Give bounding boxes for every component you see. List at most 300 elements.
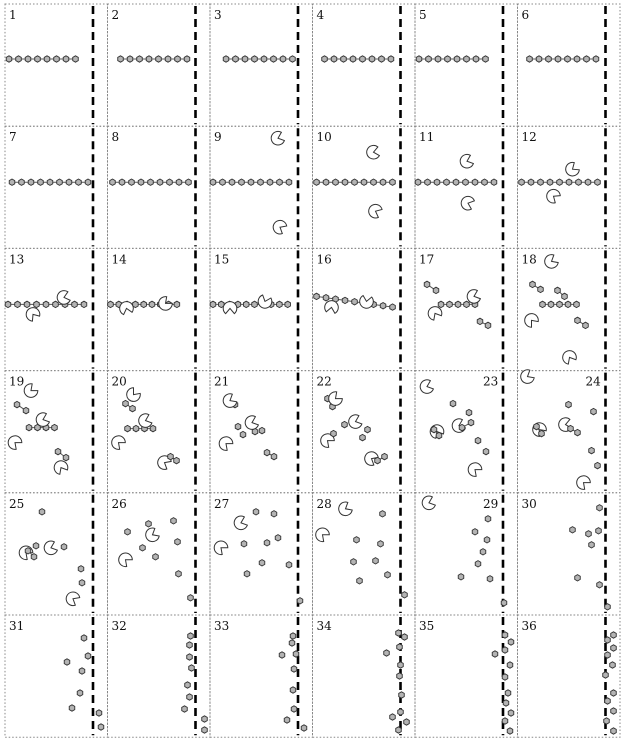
bead: [77, 690, 83, 696]
bead: [33, 543, 39, 549]
pacman-shape: [273, 220, 286, 234]
frame-29: [415, 493, 518, 615]
pacman-shape: [467, 290, 480, 304]
bead: [583, 322, 589, 328]
bead: [388, 56, 394, 62]
bead: [289, 640, 295, 646]
bead: [575, 429, 581, 435]
bead: [385, 572, 391, 578]
bead: [384, 650, 390, 656]
bead: [574, 301, 580, 307]
bead: [380, 179, 386, 185]
pacman-shape: [325, 301, 339, 314]
bead: [398, 709, 404, 715]
bead: [378, 541, 384, 547]
bead: [271, 453, 277, 459]
bead: [141, 301, 147, 307]
bead: [85, 653, 91, 659]
bead: [23, 407, 29, 413]
bead: [557, 179, 563, 185]
bead: [575, 317, 581, 323]
bead: [436, 432, 442, 438]
frame-19: [5, 371, 108, 493]
bead: [28, 179, 34, 185]
frame-number-label: 23: [483, 374, 499, 389]
frame-number-label: 15: [214, 252, 230, 267]
bead: [331, 430, 337, 436]
bead: [284, 717, 290, 723]
bead: [57, 179, 63, 185]
bead: [605, 604, 611, 610]
pacman-shape: [24, 384, 38, 398]
bead: [149, 301, 155, 307]
frame-number-label: 20: [111, 374, 127, 389]
bead: [611, 690, 617, 696]
pacman-shape: [460, 154, 473, 168]
bead: [333, 179, 339, 185]
bead: [502, 647, 508, 653]
frame-number-label: 27: [214, 496, 230, 511]
pacman-shape: [8, 436, 22, 450]
bead: [502, 718, 508, 724]
bead: [365, 426, 371, 432]
bead: [280, 56, 286, 62]
bead: [286, 562, 292, 568]
bead: [375, 457, 381, 463]
frame-18: [518, 248, 621, 370]
pacman-shape: [329, 392, 343, 406]
bead: [357, 578, 363, 584]
bead: [396, 727, 402, 733]
bead: [382, 453, 388, 459]
bead: [604, 718, 610, 724]
bead: [491, 179, 497, 185]
pacman-shape: [119, 553, 133, 567]
bead: [127, 56, 133, 62]
bead: [187, 654, 193, 660]
bead: [547, 179, 553, 185]
bead: [507, 662, 513, 668]
pacman-shape: [339, 502, 352, 516]
frame-number-label: 21: [214, 374, 230, 389]
bead: [175, 539, 181, 545]
bead: [501, 600, 507, 606]
bead: [259, 560, 265, 566]
frame-4: [313, 4, 416, 126]
bead: [589, 542, 595, 548]
frame-number-label: 32: [111, 619, 127, 633]
bead: [399, 692, 405, 698]
bead: [322, 56, 328, 62]
bead: [390, 179, 396, 185]
frame-number-label: 1: [9, 8, 17, 22]
bead: [119, 179, 125, 185]
bead: [239, 179, 245, 185]
bead: [503, 700, 509, 706]
bead: [189, 665, 195, 671]
bead: [293, 651, 299, 657]
bead: [454, 56, 460, 62]
frame-number-label: 25: [9, 496, 25, 511]
bead: [314, 179, 320, 185]
bead: [480, 549, 486, 555]
pacman-shape: [127, 388, 141, 402]
bead: [610, 662, 616, 668]
bead: [243, 301, 249, 307]
bead: [595, 462, 601, 468]
bead: [53, 301, 59, 307]
bead: [546, 56, 552, 62]
bead: [301, 725, 307, 731]
bead: [472, 179, 478, 185]
bead: [61, 544, 67, 550]
bead: [6, 56, 12, 62]
bead: [47, 179, 53, 185]
bead: [468, 419, 474, 425]
pacman-shape: [44, 541, 57, 555]
bead: [210, 179, 216, 185]
frame-number-label: 36: [521, 619, 537, 633]
bead: [133, 425, 139, 431]
bead: [508, 710, 514, 716]
bead: [79, 580, 85, 586]
bead: [259, 427, 265, 433]
bead: [202, 727, 208, 733]
bead: [519, 179, 525, 185]
bead: [527, 56, 533, 62]
frame-35: [415, 615, 518, 737]
bead: [434, 179, 440, 185]
frame-30: [518, 493, 621, 615]
bead: [244, 571, 250, 577]
bead: [187, 694, 193, 700]
bead: [168, 453, 174, 459]
bead: [185, 682, 191, 688]
bead: [475, 437, 481, 443]
bead: [118, 56, 124, 62]
bead: [277, 179, 283, 185]
bead: [54, 56, 60, 62]
frame-number-label: 33: [214, 619, 230, 633]
frame-number-label: 10: [316, 130, 332, 145]
bead: [25, 56, 31, 62]
bead: [536, 56, 542, 62]
bead: [72, 301, 78, 307]
pacman-shape: [468, 463, 482, 477]
pacman-shape: [66, 592, 79, 606]
bead: [398, 662, 404, 668]
bead: [492, 651, 498, 657]
bead: [342, 297, 348, 303]
bead: [258, 179, 264, 185]
bead: [354, 537, 360, 543]
bead: [402, 592, 408, 598]
bead: [5, 301, 11, 307]
bead: [584, 56, 590, 62]
pacman-shape: [525, 314, 539, 328]
bead: [438, 301, 444, 307]
bead: [538, 286, 544, 292]
bead: [530, 281, 536, 287]
bead: [534, 423, 540, 429]
bead: [485, 516, 491, 522]
pacman-shape: [54, 461, 68, 474]
bead: [210, 301, 216, 307]
bead: [24, 301, 30, 307]
frame-7: [5, 126, 108, 248]
pacman-shape: [112, 436, 126, 450]
bead: [150, 425, 156, 431]
bead: [81, 301, 87, 307]
pacman-shape: [369, 204, 382, 218]
bead: [323, 295, 329, 301]
bead: [171, 518, 177, 524]
bead: [233, 56, 239, 62]
bead: [125, 529, 131, 535]
pacman-shape: [563, 351, 577, 364]
frame-number-label: 22: [316, 374, 332, 389]
bead: [475, 561, 481, 567]
bead: [402, 634, 408, 640]
bead: [85, 179, 91, 185]
bead: [229, 179, 235, 185]
bead: [241, 541, 247, 547]
bead: [202, 716, 208, 722]
bead: [264, 540, 270, 546]
bead: [184, 56, 190, 62]
bead: [130, 405, 136, 411]
bead: [576, 179, 582, 185]
frame-24: [518, 370, 621, 493]
bead: [597, 582, 603, 588]
bead: [611, 708, 617, 714]
bead: [55, 448, 61, 454]
pacman-shape: [57, 291, 70, 305]
bead: [593, 56, 599, 62]
frame-number-label: 7: [9, 130, 17, 145]
bead: [16, 56, 22, 62]
bead: [176, 179, 182, 185]
frame-number-label: 24: [585, 374, 601, 389]
frame-25: [5, 493, 108, 615]
pacman-shape: [428, 307, 442, 320]
bead: [351, 559, 357, 565]
bead: [188, 595, 194, 601]
pacman-shape: [234, 516, 247, 530]
frame-number-label: 34: [316, 619, 332, 633]
bead: [453, 179, 459, 185]
bead: [252, 56, 258, 62]
frame-number-label: 4: [316, 8, 325, 22]
bead: [240, 431, 246, 437]
bead: [76, 179, 82, 185]
bead: [291, 706, 297, 712]
pacman-shape: [223, 394, 236, 408]
bead: [26, 424, 32, 430]
bead: [290, 687, 296, 693]
frame-number-label: 11: [419, 130, 435, 145]
bead: [63, 454, 69, 460]
bead: [291, 666, 297, 672]
frame-17: [415, 248, 518, 370]
bead: [548, 301, 554, 307]
bead: [297, 598, 303, 604]
bead: [483, 448, 489, 454]
frame-number-label: 26: [111, 496, 127, 511]
bead: [611, 728, 617, 734]
frame-number-label: 30: [521, 496, 537, 511]
frame-number-label: 28: [316, 496, 332, 511]
bead: [597, 505, 603, 511]
pacman-shape: [349, 415, 362, 429]
bead: [267, 179, 273, 185]
bead: [565, 56, 571, 62]
bead: [371, 179, 377, 185]
bead: [472, 529, 478, 535]
bead: [502, 632, 508, 638]
pacman-shape: [146, 528, 159, 542]
frame-number-label: 12: [521, 130, 537, 145]
bead: [445, 56, 451, 62]
bead: [66, 179, 72, 185]
bead: [285, 301, 291, 307]
bead: [505, 690, 511, 696]
bead: [361, 179, 367, 185]
bead: [380, 511, 386, 517]
bead: [595, 179, 601, 185]
bead: [176, 571, 182, 577]
bead: [140, 545, 146, 551]
frame-11: [415, 126, 518, 248]
bead: [605, 652, 611, 658]
bead: [444, 179, 450, 185]
bead: [108, 301, 114, 307]
pacman-shape: [214, 541, 228, 555]
bead: [447, 301, 453, 307]
bead: [123, 400, 129, 406]
frame-9: [210, 126, 313, 248]
pacman-shape: [566, 162, 580, 176]
frame-number-label: 31: [9, 619, 25, 633]
bead: [585, 179, 591, 185]
bead: [557, 301, 563, 307]
bead: [596, 528, 602, 534]
frame-number-label: 13: [9, 252, 25, 267]
bead: [235, 423, 241, 429]
bead: [331, 56, 337, 62]
bead: [352, 179, 358, 185]
bead: [146, 521, 152, 527]
bead: [220, 179, 226, 185]
pacman-shape: [422, 496, 435, 510]
bead: [188, 633, 194, 639]
bead: [566, 401, 572, 407]
bead: [252, 301, 258, 307]
bead: [98, 724, 104, 730]
pacman-shape: [219, 437, 233, 451]
bead: [146, 56, 152, 62]
bead: [125, 425, 131, 431]
pacman-shape: [258, 295, 272, 308]
bead: [38, 179, 44, 185]
bead: [137, 56, 143, 62]
bead: [261, 56, 267, 62]
pacman-shape: [245, 416, 258, 430]
bead: [390, 714, 396, 720]
bead: [450, 400, 456, 406]
bead: [248, 179, 254, 185]
bead: [223, 56, 229, 62]
bead: [25, 548, 31, 554]
pacman-shape: [139, 414, 152, 428]
bead: [73, 56, 79, 62]
bead: [483, 56, 489, 62]
bead: [589, 447, 595, 453]
bead: [35, 56, 41, 62]
bead: [528, 179, 534, 185]
bead: [34, 301, 40, 307]
bead: [275, 535, 281, 541]
frame-22: [313, 371, 416, 493]
bead: [79, 668, 85, 674]
frame-3: [210, 4, 313, 126]
frame-16: [313, 248, 416, 370]
bead: [538, 179, 544, 185]
bead: [611, 632, 617, 638]
bead: [167, 179, 173, 185]
frame-32: [108, 615, 211, 737]
bead: [464, 56, 470, 62]
frame-number-label: 14: [111, 252, 127, 267]
bead: [242, 56, 248, 62]
frame-number-label: 3: [214, 8, 222, 22]
frame-14: [108, 248, 211, 370]
bead: [425, 179, 431, 185]
pacman-shape: [545, 255, 558, 269]
frame-12: [518, 126, 621, 248]
bead: [31, 554, 37, 560]
pacman-shape: [367, 145, 380, 159]
bead: [566, 179, 572, 185]
bead: [69, 705, 75, 711]
bead: [78, 566, 84, 572]
bead: [426, 56, 432, 62]
bead: [539, 430, 545, 436]
bead: [264, 449, 270, 455]
pacman-shape: [420, 380, 433, 394]
bead: [380, 303, 386, 309]
bead: [314, 293, 320, 299]
bead: [174, 301, 180, 307]
bead: [397, 644, 403, 650]
bead: [271, 511, 277, 517]
bead: [186, 179, 192, 185]
frame-number-label: 16: [316, 252, 332, 267]
frame-23: [415, 371, 518, 493]
bead: [435, 56, 441, 62]
bead: [502, 674, 508, 680]
bead: [484, 537, 490, 543]
pacman-shape: [461, 196, 474, 210]
bead: [43, 301, 49, 307]
frame-number-label: 29: [483, 496, 499, 511]
pacman-shape: [120, 302, 134, 315]
bead: [570, 527, 576, 533]
bead: [44, 56, 50, 62]
bead: [482, 179, 488, 185]
pacman-shape: [223, 302, 237, 314]
bead: [396, 630, 402, 636]
